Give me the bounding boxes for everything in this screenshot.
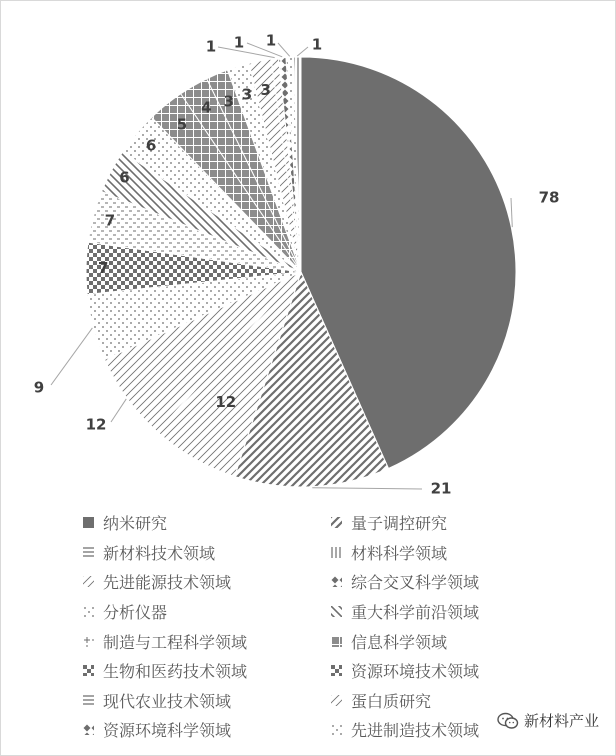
leader-line-2 — [312, 488, 422, 489]
legend-label: 量子调控研究 — [351, 514, 448, 534]
legend-label: 信息科学领域 — [351, 632, 448, 652]
data-label-11: 4 — [201, 98, 212, 117]
legend-item — [83, 508, 331, 538]
legend-label: 蛋白质研究 — [351, 691, 432, 711]
leader-line-16 — [247, 43, 282, 57]
legend-item — [83, 567, 331, 597]
data-label-15: 1 — [205, 37, 217, 56]
legend-label: 先进制造技术领域 — [351, 721, 480, 741]
legend-item — [83, 686, 331, 716]
data-label-7: 7 — [104, 211, 116, 230]
legend-label: 现代农业技术领域 — [103, 691, 232, 711]
legend-swatch-diag-light — [331, 695, 342, 706]
legend-label: 新材料技术领域 — [103, 543, 216, 563]
watermark-text: 新材料产业 — [523, 712, 599, 730]
legend-swatch-diamond — [331, 576, 342, 587]
data-label-10: 5 — [176, 115, 188, 134]
legend-swatch-solid — [83, 517, 94, 528]
slices-layer — [86, 57, 516, 487]
legend-label: 材料科学领域 — [351, 543, 448, 563]
legend-item — [83, 715, 331, 745]
wechat-icon — [497, 712, 519, 730]
data-label-12: 3 — [223, 92, 234, 111]
data-label-14: 3 — [260, 80, 271, 99]
legend-label: 资源环境科学领域 — [103, 721, 232, 741]
legend-swatch-dots — [83, 606, 94, 617]
legend-swatch-dots — [331, 724, 342, 735]
data-label-18: 1 — [311, 35, 323, 54]
legend-swatch-checker — [83, 665, 94, 676]
data-label-4: 12 — [85, 415, 107, 434]
legend-item — [331, 626, 591, 656]
legend-label: 纳米研究 — [103, 514, 168, 534]
legend-item — [331, 597, 591, 627]
leader-line-4 — [111, 399, 126, 422]
legend-label: 生物和医药技术领域 — [103, 662, 248, 682]
legend-label: 综合交叉科学领域 — [351, 573, 480, 593]
data-label-2: 21 — [430, 479, 452, 498]
legend-swatch-grid — [331, 636, 342, 647]
legend-label: 制造与工程科学领域 — [103, 632, 248, 652]
leader-line-17 — [278, 43, 290, 56]
pie-chart — [1, 1, 616, 501]
legend-swatch-diag-light — [83, 576, 94, 587]
leader-line-1 — [511, 198, 512, 227]
data-label-5: 9 — [33, 378, 45, 397]
legend-label: 先进能源技术领域 — [103, 573, 232, 593]
legend-swatch-diag-dense — [331, 517, 342, 528]
legend-item — [331, 656, 591, 686]
legend-label: 资源环境技术领域 — [351, 662, 480, 682]
legend-swatch-diamond — [83, 724, 94, 735]
legend-item — [83, 626, 331, 656]
data-label-1: 78 — [538, 188, 560, 207]
data-label-3: 12 — [215, 392, 237, 411]
legend-item — [331, 567, 591, 597]
leader-line-18 — [297, 47, 308, 56]
legend-swatch-vlines — [331, 547, 342, 558]
legend-swatch-checker — [331, 665, 342, 676]
leader-line-5 — [51, 328, 92, 385]
legend-swatch-plus — [83, 636, 94, 647]
legend-item — [331, 538, 591, 568]
legend-item — [331, 508, 591, 538]
data-label-9: 6 — [145, 136, 157, 155]
legend-item — [83, 597, 331, 627]
legend-item — [83, 538, 331, 568]
data-label-13: 3 — [241, 85, 253, 104]
legend-swatch-hlines — [83, 695, 94, 706]
legend-swatch-hlines — [83, 547, 94, 558]
data-label-16: 1 — [233, 33, 245, 52]
data-label-17: 1 — [265, 31, 277, 50]
data-label-8: 6 — [119, 168, 130, 187]
watermark — [491, 708, 601, 733]
legend-label: 重大科学前沿领域 — [351, 603, 480, 623]
legend-label: 分析仪器 — [103, 603, 168, 623]
legend-item — [83, 656, 331, 686]
legend-swatch-diag-wide — [331, 606, 342, 617]
data-label-6: 7 — [98, 259, 109, 278]
